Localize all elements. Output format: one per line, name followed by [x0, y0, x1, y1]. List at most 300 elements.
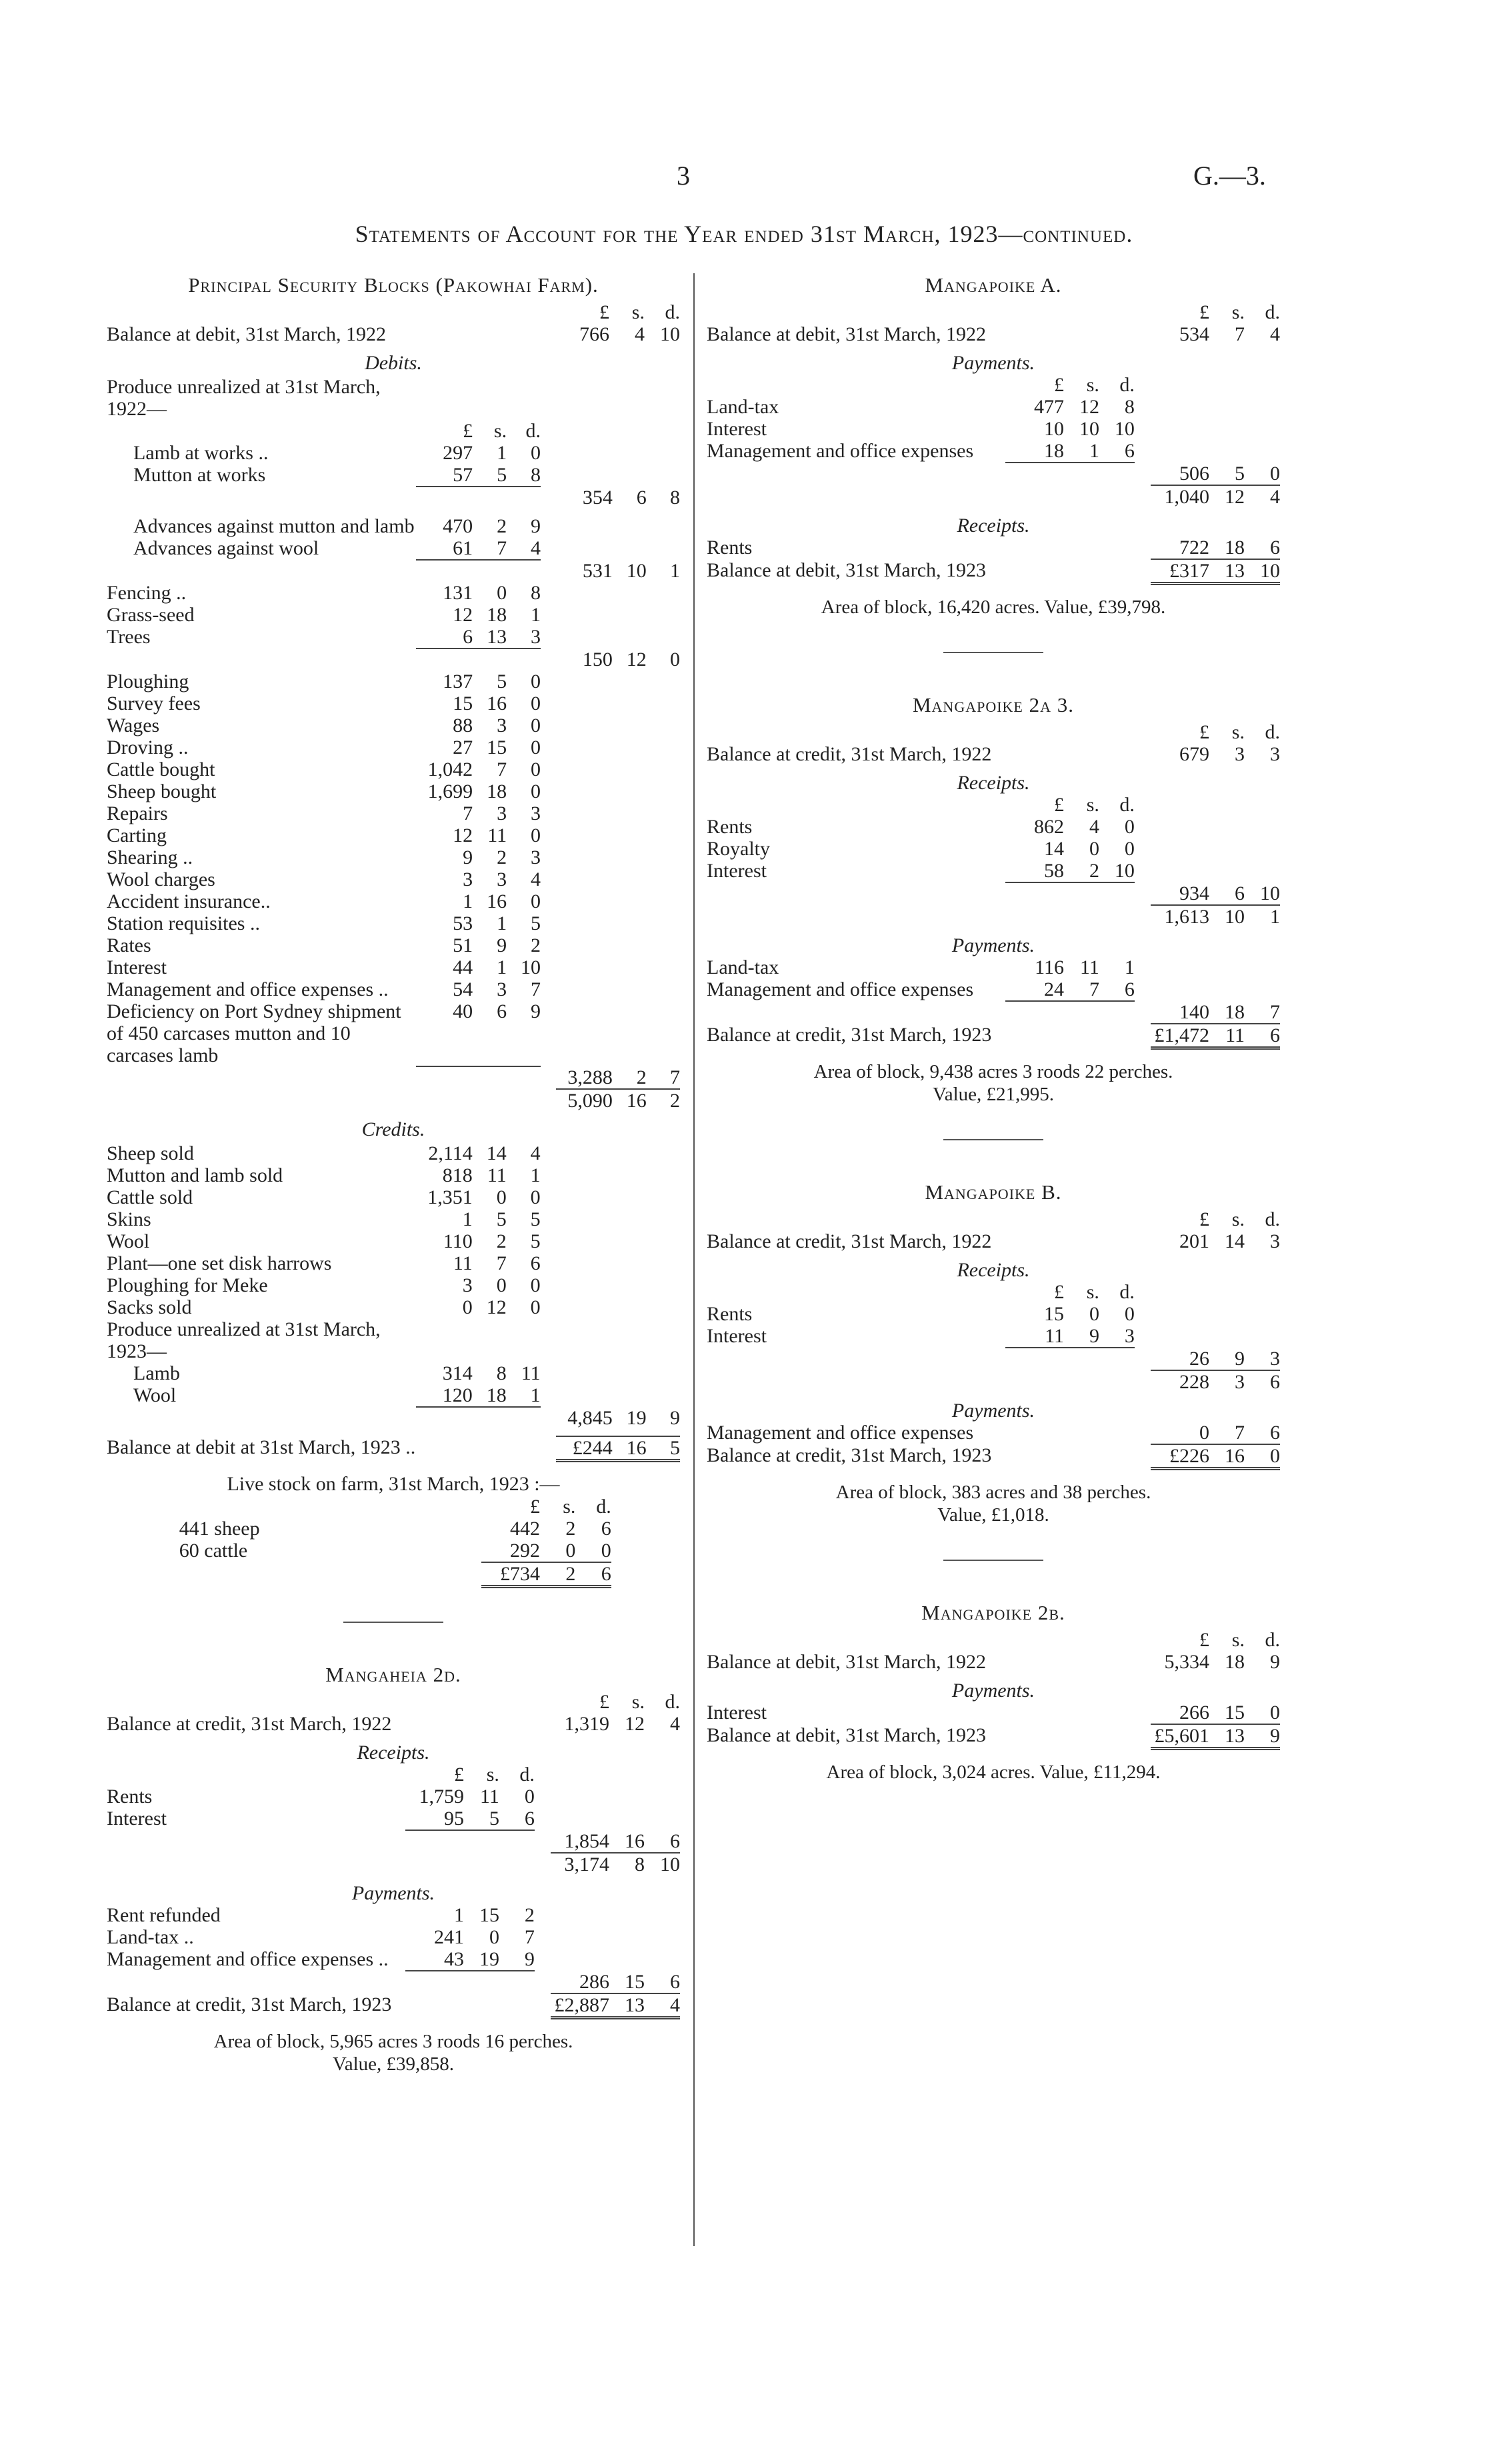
pounds: 862 [1033, 816, 1064, 838]
cell [1005, 463, 1064, 485]
pounds: 12 [453, 604, 473, 626]
cell [1064, 1208, 1099, 1230]
cell [556, 956, 613, 978]
cell [1064, 1724, 1099, 1749]
cell [416, 1318, 473, 1362]
cell [1151, 440, 1209, 463]
lsd-header: £ [599, 301, 609, 323]
account-row [107, 758, 680, 780]
sum-row [707, 485, 1280, 508]
shillings: 3 [497, 868, 507, 890]
opening-balance-row [707, 323, 1280, 345]
cell [1135, 1651, 1151, 1673]
cell [1099, 1422, 1135, 1444]
account-row [107, 912, 680, 934]
pounds: 679 [1179, 743, 1209, 765]
shillings: 2 [497, 515, 507, 537]
account-row [107, 626, 680, 648]
pence: 6 [1245, 1024, 1280, 1048]
account-row [107, 1786, 680, 1808]
pence: 7 [1270, 1001, 1280, 1023]
cell [464, 1971, 499, 1993]
pence: 6 [670, 1830, 680, 1852]
cell [556, 780, 613, 802]
cell [107, 1764, 405, 1786]
opening-balance [107, 323, 680, 345]
cell [613, 376, 647, 420]
pence: 1 [530, 604, 541, 626]
row-label: Grass-seed [107, 604, 195, 626]
lsd-header: £ [599, 1691, 609, 1713]
cell [535, 1971, 551, 1993]
cell [464, 1713, 499, 1735]
block-area: Area of block, 9,438 acres 3 roods 22 perches. [813, 1061, 1173, 1082]
row-label: Rent refunded [107, 1904, 221, 1926]
cell [541, 420, 556, 442]
cell [416, 376, 473, 420]
pounds: 1,040 [1151, 485, 1209, 508]
cell [707, 794, 1005, 816]
account-row [107, 736, 680, 758]
pence: 0 [1270, 1702, 1280, 1724]
row-label [107, 1089, 416, 1112]
pence: 9 [670, 1407, 680, 1429]
pence: 4 [530, 1142, 541, 1164]
pounds: £5,601 [1151, 1724, 1209, 1749]
pounds: 5,090 [556, 1089, 613, 1112]
payments-heading: Payments. [951, 1400, 1035, 1422]
shillings: 15 [624, 1971, 645, 1993]
row-label: Land-tax .. [107, 1926, 194, 1948]
cell [613, 464, 647, 487]
shillings: 5 [496, 1208, 507, 1230]
cell [647, 978, 680, 1000]
cell [541, 1066, 556, 1089]
lsd-header: s. [1086, 1281, 1099, 1303]
row-label [107, 560, 416, 582]
pounds: 1,759 [419, 1786, 464, 1808]
receipts-heading: Receipts. [957, 772, 1030, 794]
row-label: Survey fees [107, 692, 201, 714]
pounds: 116 [1035, 956, 1064, 978]
pounds: £2,887 [551, 1993, 609, 2018]
cell [405, 1691, 464, 1713]
row-label: Advances against wool [133, 537, 319, 559]
shillings: 0 [497, 582, 507, 604]
account-row [107, 802, 680, 824]
row-label: Balance at credit, 31st March, 1922 [107, 1713, 392, 1735]
account-row [107, 692, 680, 714]
pence: 6 [575, 1562, 611, 1587]
cell [473, 1066, 507, 1089]
shillings: 16 [487, 890, 507, 912]
lsd-header: d. [665, 1691, 680, 1713]
receipts-heading: Receipts. [357, 1742, 430, 1764]
row-label: Wool [133, 1384, 177, 1406]
cell [613, 670, 647, 692]
shillings: 8 [496, 1362, 507, 1384]
pence: 9 [530, 1000, 541, 1022]
pounds: 354 [582, 487, 613, 509]
pence: 0 [1270, 463, 1280, 485]
row-label: Balance at debit, 31st March, 1923 [707, 1724, 987, 1746]
cell [1209, 816, 1245, 838]
cell [473, 1436, 507, 1461]
mangapoike-a-block [707, 273, 1280, 618]
row-label: Repairs [107, 802, 168, 824]
row-label: Management and office expenses [707, 1422, 974, 1444]
cell [647, 956, 680, 978]
shillings: 18 [1224, 1651, 1245, 1673]
cell [1099, 1444, 1135, 1469]
cell [613, 626, 647, 648]
pounds: 0 [462, 1296, 473, 1318]
shillings: 9 [1089, 1325, 1099, 1347]
pounds: 1,319 [564, 1713, 609, 1735]
lsd-header: s. [631, 1691, 645, 1713]
row-label: Interest [107, 956, 167, 978]
pence: 5 [530, 1230, 541, 1252]
cell [1135, 1281, 1151, 1303]
cell [556, 537, 613, 560]
cell [647, 376, 680, 420]
pence: 3 [1124, 1325, 1135, 1347]
cell [1135, 396, 1151, 418]
cell [473, 560, 507, 582]
pence: 3 [530, 846, 541, 868]
cell [613, 1296, 647, 1318]
cell [647, 1296, 680, 1318]
cell [1135, 816, 1151, 838]
row-label: Rents [707, 1303, 753, 1325]
cell [464, 1830, 499, 1853]
cell [556, 582, 613, 604]
shillings: 14 [486, 1142, 507, 1164]
cell [1135, 1629, 1151, 1651]
lsd-header: d. [525, 420, 541, 442]
cell [1135, 1422, 1151, 1444]
pounds: 11 [1045, 1325, 1064, 1347]
payments-heading: Payments. [351, 1882, 435, 1904]
cell [647, 537, 680, 560]
shillings: 2 [636, 1066, 647, 1088]
pence: 1 [1245, 905, 1280, 928]
row-label: Balance at credit, 31st March, 1923 [707, 1444, 992, 1466]
pounds: 58 [1043, 860, 1064, 882]
lsd-header-row [107, 1764, 680, 1786]
shillings: 1 [1089, 440, 1099, 462]
pounds: £317 [1151, 559, 1209, 584]
pounds: 722 [1179, 537, 1209, 559]
cell [541, 1208, 556, 1230]
shillings: 16 [613, 1089, 647, 1112]
pounds: £226 [1151, 1444, 1209, 1469]
cell [556, 442, 613, 464]
shillings: 6 [636, 487, 647, 509]
pence: 3 [530, 802, 541, 824]
cell [647, 780, 680, 802]
cell [551, 1948, 609, 1971]
cell [541, 1318, 556, 1362]
cell [556, 978, 613, 1000]
account-row [107, 515, 680, 537]
cell [1209, 418, 1245, 440]
pence: 11 [521, 1362, 541, 1384]
cell [613, 442, 647, 464]
cell [556, 1384, 613, 1407]
cell [1064, 1702, 1099, 1724]
cell [1005, 1651, 1064, 1673]
account-row [707, 1702, 1280, 1724]
cell [541, 912, 556, 934]
lsd-header: £ [1053, 1281, 1064, 1303]
cell [647, 1362, 680, 1384]
account-row [107, 442, 680, 464]
pence: 6 [530, 1252, 541, 1274]
row-label [107, 1066, 416, 1089]
shillings: 1 [497, 912, 507, 934]
row-label [107, 648, 416, 670]
cell [647, 758, 680, 780]
cell [1005, 1348, 1064, 1370]
lsd-header: s. [1086, 374, 1099, 396]
lsd-header: d. [1265, 301, 1280, 323]
lsd-header: £ [1053, 374, 1064, 396]
shillings: 19 [479, 1948, 499, 1970]
pence: 7 [530, 978, 541, 1000]
cell [541, 1230, 556, 1252]
pence: 0 [1124, 1303, 1135, 1325]
block-value: Value, £39,858. [332, 2053, 455, 2075]
row-label: Carting [107, 824, 167, 846]
pounds: 57 [453, 464, 473, 486]
cell [507, 560, 541, 582]
row-label: Interest [107, 1808, 167, 1830]
cell [613, 956, 647, 978]
lsd-header: d. [1119, 374, 1135, 396]
lsd-header: s. [1231, 301, 1245, 323]
cell [1135, 905, 1151, 928]
cell [556, 1142, 613, 1164]
cell [405, 1993, 464, 2018]
cell [647, 934, 680, 956]
shillings: 11 [1080, 956, 1099, 978]
row-label: Advances against mutton and lamb [133, 515, 415, 537]
shillings: 14 [1224, 1230, 1245, 1252]
cell [609, 1764, 645, 1786]
shillings: 15 [479, 1904, 499, 1926]
row-label: Ploughing [107, 670, 189, 692]
cell [647, 1230, 680, 1252]
cell [647, 604, 680, 626]
lsd-header: £ [453, 1764, 464, 1786]
pence: 0 [524, 1786, 535, 1808]
lsd-header: s. [631, 301, 645, 323]
pence: 0 [1245, 1444, 1280, 1469]
receipts-heading-row [107, 1735, 680, 1764]
cell [556, 1186, 613, 1208]
cell [1064, 1348, 1099, 1370]
cell [541, 487, 556, 509]
left-column [107, 267, 680, 2102]
payments-heading-row [707, 928, 1280, 956]
cell [535, 1926, 551, 1948]
account-row [707, 838, 1280, 860]
lsd-header: d. [519, 1764, 535, 1786]
cell [464, 1853, 499, 1875]
account-row [107, 1230, 680, 1252]
cell [613, 934, 647, 956]
cell [1064, 1651, 1099, 1673]
block-title: Mangapoike B. [925, 1180, 1062, 1204]
cell [1151, 838, 1209, 860]
shillings: 15 [487, 736, 507, 758]
cell [541, 1384, 556, 1407]
pence: 10 [520, 956, 541, 978]
pounds: 43 [443, 1948, 464, 1970]
lsd-header: £ [1199, 721, 1209, 743]
cell [541, 736, 556, 758]
cell [647, 515, 680, 537]
cell [1064, 485, 1099, 508]
cell [647, 670, 680, 692]
pounds: 2,114 [428, 1142, 473, 1164]
pounds: 88 [453, 714, 473, 736]
cell [153, 1496, 481, 1518]
cell [1209, 956, 1245, 978]
separator-rule [943, 1560, 1043, 1561]
account-row [107, 1142, 680, 1164]
shillings: 4 [634, 323, 645, 345]
cell [1245, 1303, 1280, 1325]
lsd-header: s. [1231, 1629, 1245, 1651]
cell [541, 890, 556, 912]
lsd-header: £ [529, 1496, 540, 1518]
cell [541, 1164, 556, 1186]
row-label [707, 463, 1005, 485]
cell [551, 1904, 609, 1926]
shillings: 5 [1234, 463, 1245, 485]
shillings: 6 [1234, 882, 1245, 904]
cell [541, 1362, 556, 1384]
pounds: 1,042 [427, 758, 473, 780]
opening-balance-row [107, 1713, 680, 1735]
pounds: 3,174 [551, 1853, 609, 1875]
cell [541, 1252, 556, 1274]
block-title: Mangapoike 2b. [921, 1601, 1065, 1624]
cell [1245, 374, 1280, 396]
lsd-header-row [707, 794, 1280, 816]
cell [1135, 418, 1151, 440]
payments-heading: Payments. [951, 934, 1035, 956]
account-row [707, 396, 1280, 418]
cell [1245, 838, 1280, 860]
account-row [107, 868, 680, 890]
shillings: 7 [1234, 1422, 1245, 1444]
pounds: 1,699 [427, 780, 473, 802]
cell [535, 1764, 551, 1786]
block-area: Area of block, 5,965 acres 3 roods 16 perches. [213, 2031, 573, 2052]
spacer-row [107, 509, 680, 515]
cell [416, 1436, 473, 1461]
pence: 1 [530, 1164, 541, 1186]
row-label: Cattle sold [107, 1186, 193, 1208]
column-divider [693, 273, 695, 2246]
pounds: 44 [453, 956, 473, 978]
cell [541, 714, 556, 736]
cell [1099, 1348, 1135, 1370]
cell [1135, 485, 1151, 508]
pounds: £734 [481, 1562, 540, 1587]
pounds: 95 [443, 1808, 464, 1830]
cell [416, 1089, 473, 1112]
cell [541, 648, 556, 670]
lsd-header: s. [493, 420, 507, 442]
lsd-header: £ [1053, 794, 1064, 816]
pence: 9 [530, 515, 541, 537]
cell [1064, 882, 1099, 905]
cell [416, 560, 473, 582]
cell [473, 1089, 507, 1112]
pounds: 766 [579, 323, 609, 345]
cell [613, 890, 647, 912]
shillings: 3 [497, 978, 507, 1000]
cell [556, 376, 613, 420]
pounds: 7 [463, 802, 473, 824]
shillings: 5 [497, 670, 507, 692]
separator-rule [943, 652, 1043, 653]
cell [1209, 396, 1245, 418]
block-value: Value, £1,018. [937, 1504, 1049, 1526]
opening-balance-row [707, 1230, 1280, 1252]
row-label: Fencing .. [107, 582, 187, 604]
cell [647, 464, 680, 487]
shillings: 5 [489, 1808, 499, 1830]
cell [1099, 559, 1135, 584]
shillings: 2 [1089, 860, 1099, 882]
lsd-header-row [107, 1691, 680, 1713]
pence: 3 [1270, 743, 1280, 765]
account-row [107, 464, 680, 487]
cell [556, 692, 613, 714]
account-row [707, 1303, 1280, 1325]
cell [613, 1384, 647, 1407]
cell [1005, 1230, 1064, 1252]
subtotal-row [107, 560, 680, 582]
lsd-header-row [107, 420, 680, 442]
row-label: Management and office expenses .. [107, 1948, 389, 1970]
cell [556, 846, 613, 868]
cell [1135, 1325, 1151, 1348]
pence: 4 [530, 868, 541, 890]
shillings: 12 [486, 1296, 507, 1318]
cell [556, 1164, 613, 1186]
cell [535, 1691, 551, 1713]
cell [1245, 440, 1280, 463]
account-row [107, 537, 680, 560]
row-label [107, 1853, 405, 1875]
livestock-table [153, 1496, 611, 1588]
row-label: Sheep bought [107, 780, 217, 802]
cell [647, 692, 680, 714]
cell [613, 1000, 647, 1066]
pence: 0 [530, 442, 541, 464]
subtotal-row [107, 487, 680, 509]
cell [1135, 1348, 1151, 1370]
cell [1135, 374, 1151, 396]
cell [1064, 1422, 1099, 1444]
cell [613, 912, 647, 934]
